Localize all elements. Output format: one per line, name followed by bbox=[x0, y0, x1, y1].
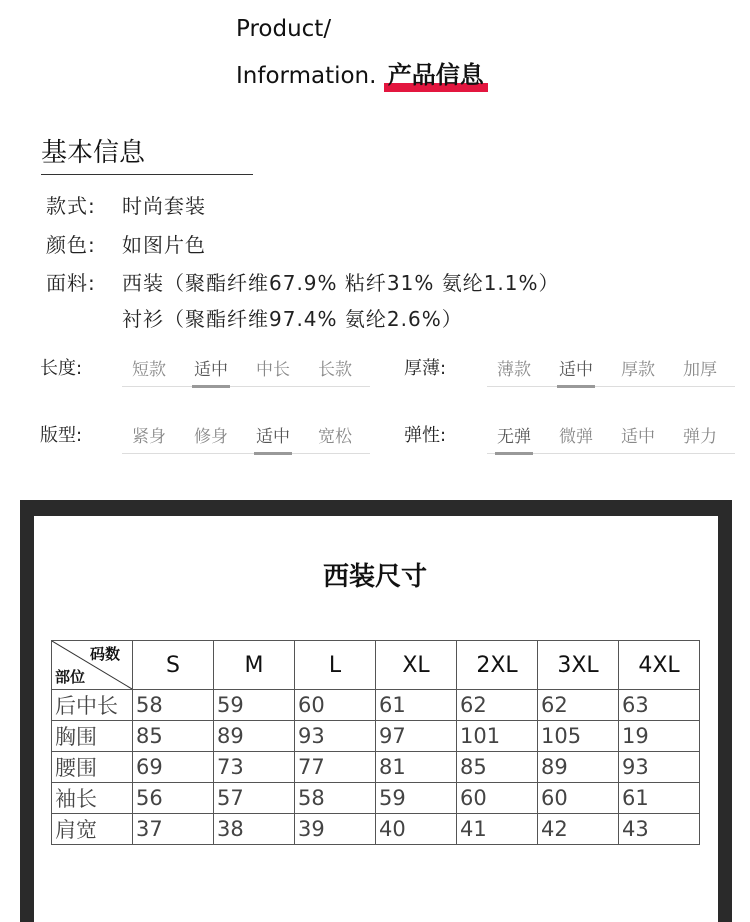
attr-thickness-label: 厚薄: bbox=[404, 358, 447, 379]
corner-bottom-label: 部位 bbox=[55, 668, 86, 686]
row-part-label: 袖长 bbox=[52, 783, 133, 814]
table-cell: 85 bbox=[457, 752, 538, 783]
header-line-2 bbox=[236, 52, 488, 99]
attr-fit-options bbox=[122, 422, 370, 454]
size-header-l: L bbox=[295, 641, 376, 690]
table-cell: 62 bbox=[538, 690, 619, 721]
size-header-4xl: 4XL bbox=[619, 641, 700, 690]
table-row bbox=[52, 690, 700, 721]
size-table bbox=[51, 640, 700, 845]
size-header-m: M bbox=[214, 641, 295, 690]
attr-fit-label: 版型: bbox=[40, 425, 83, 446]
table-cell: 61 bbox=[619, 783, 700, 814]
size-header-xl: XL bbox=[376, 641, 457, 690]
option-length-2: 中长 bbox=[256, 360, 290, 380]
table-cell: 105 bbox=[538, 721, 619, 752]
option-elasticity-3: 弹力 bbox=[683, 427, 717, 447]
table-cell: 73 bbox=[214, 752, 295, 783]
table-cell: 89 bbox=[214, 721, 295, 752]
table-row bbox=[52, 814, 700, 845]
row-part-label: 肩宽 bbox=[52, 814, 133, 845]
table-cell: 38 bbox=[214, 814, 295, 845]
table-cell: 58 bbox=[295, 783, 376, 814]
size-header-3xl: 3XL bbox=[538, 641, 619, 690]
table-cell: 56 bbox=[133, 783, 214, 814]
row-part-label: 腰围 bbox=[52, 752, 133, 783]
table-cell: 57 bbox=[214, 783, 295, 814]
table-cell: 41 bbox=[457, 814, 538, 845]
table-cell: 19 bbox=[619, 721, 700, 752]
table-cell: 62 bbox=[457, 690, 538, 721]
corner-cell bbox=[52, 641, 133, 690]
attr-thickness-options bbox=[487, 355, 735, 387]
table-cell: 69 bbox=[133, 752, 214, 783]
section-title: 基本信息 bbox=[41, 138, 146, 168]
table-cell: 39 bbox=[295, 814, 376, 845]
info-fabric-shirt: 衬衫（聚酯纤维97.4% 氨纶2.6%） bbox=[122, 307, 463, 331]
table-cell: 37 bbox=[133, 814, 214, 845]
option-length-1: 适中 bbox=[184, 355, 238, 386]
header-en: Information. bbox=[236, 63, 377, 89]
table-cell: 60 bbox=[457, 783, 538, 814]
option-length-0: 短款 bbox=[132, 360, 166, 380]
table-row bbox=[52, 752, 700, 783]
table-cell: 60 bbox=[538, 783, 619, 814]
table-cell: 59 bbox=[376, 783, 457, 814]
table-cell: 42 bbox=[538, 814, 619, 845]
attr-elasticity-label: 弹性: bbox=[404, 425, 447, 446]
option-thickness-0: 薄款 bbox=[497, 360, 531, 380]
option-length-3: 长款 bbox=[318, 360, 352, 380]
option-elasticity-1: 微弹 bbox=[559, 427, 593, 447]
table-cell: 81 bbox=[376, 752, 457, 783]
attr-length-options bbox=[122, 355, 370, 387]
option-elasticity-0: 无弹 bbox=[487, 422, 541, 453]
attr-length-label: 长度: bbox=[40, 358, 83, 379]
header-cn-highlight bbox=[384, 52, 488, 98]
table-cell: 58 bbox=[133, 690, 214, 721]
table-row bbox=[52, 783, 700, 814]
option-elasticity-2: 适中 bbox=[621, 427, 655, 447]
table-cell: 61 bbox=[376, 690, 457, 721]
attr-elasticity-options bbox=[487, 422, 735, 454]
info-style: 款式: 时尚套装 bbox=[46, 194, 206, 218]
table-cell: 40 bbox=[376, 814, 457, 845]
option-thickness-2: 厚款 bbox=[621, 360, 655, 380]
option-fit-1: 修身 bbox=[194, 427, 228, 447]
size-header-row bbox=[52, 641, 700, 690]
table-cell: 101 bbox=[457, 721, 538, 752]
table-cell: 85 bbox=[133, 721, 214, 752]
section-divider bbox=[41, 174, 253, 175]
option-fit-2: 适中 bbox=[246, 422, 300, 453]
header-cn: 产品信息 bbox=[387, 61, 484, 89]
option-fit-0: 紧身 bbox=[132, 427, 166, 447]
option-fit-3: 宽松 bbox=[318, 427, 352, 447]
info-color: 颜色: 如图片色 bbox=[46, 233, 206, 257]
size-header-2xl: 2XL bbox=[457, 641, 538, 690]
table-cell: 89 bbox=[538, 752, 619, 783]
corner-top-label: 码数 bbox=[89, 645, 120, 663]
option-thickness-1: 适中 bbox=[549, 355, 603, 386]
table-cell: 63 bbox=[619, 690, 700, 721]
table-row bbox=[52, 721, 700, 752]
table-cell: 77 bbox=[295, 752, 376, 783]
table-cell: 43 bbox=[619, 814, 700, 845]
size-table-title: 西装尺寸 bbox=[322, 562, 427, 592]
table-cell: 59 bbox=[214, 690, 295, 721]
row-part-label: 后中长 bbox=[52, 690, 133, 721]
product-info-header bbox=[236, 6, 488, 99]
table-cell: 93 bbox=[295, 721, 376, 752]
option-thickness-3: 加厚 bbox=[683, 360, 717, 380]
row-part-label: 胸围 bbox=[52, 721, 133, 752]
size-header-s: S bbox=[133, 641, 214, 690]
table-cell: 93 bbox=[619, 752, 700, 783]
table-cell: 97 bbox=[376, 721, 457, 752]
header-line-1: Product/ bbox=[236, 16, 332, 42]
table-cell: 60 bbox=[295, 690, 376, 721]
info-fabric: 面料: 西装（聚酯纤维67.9% 粘纤31% 氨纶1.1%） bbox=[46, 271, 560, 295]
